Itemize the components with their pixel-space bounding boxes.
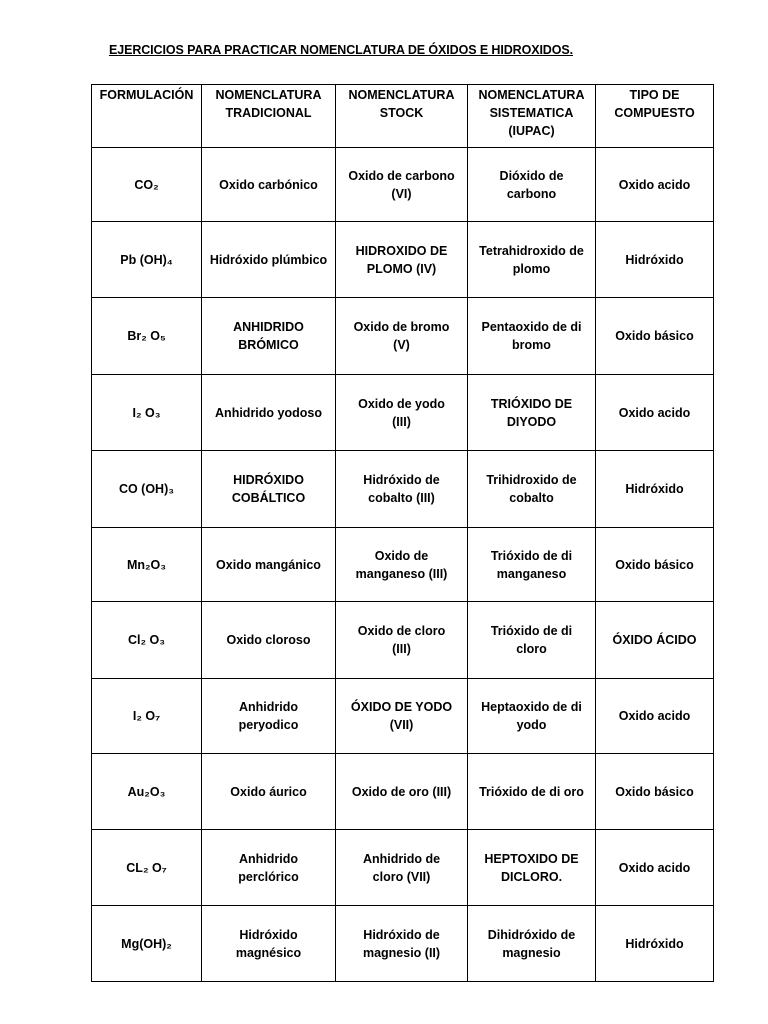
tipo-cell: Oxido básico xyxy=(596,754,714,830)
formula-cell: Pb (OH)₄ xyxy=(92,222,202,298)
nomenclature-table xyxy=(91,84,714,982)
header-row xyxy=(92,85,714,148)
tradicional-cell: Oxido áurico xyxy=(202,754,336,830)
tradicional-cell: ANHIDRIDO BRÓMICO xyxy=(202,298,336,375)
tradicional-cell: Oxido cloroso xyxy=(202,602,336,679)
tipo-cell: Hidróxido xyxy=(596,906,714,982)
stock-cell: Oxido de carbono (VI) xyxy=(336,148,468,222)
table-row xyxy=(92,602,714,679)
header-tradicional: NOMENCLATURA TRADICIONAL xyxy=(202,85,336,148)
tipo-cell: Oxido acido xyxy=(596,375,714,451)
stock-cell: Oxido de oro (III) xyxy=(336,754,468,830)
table-row xyxy=(92,298,714,375)
tipo-cell: Hidróxido xyxy=(596,222,714,298)
formula-cell: CO₂ xyxy=(92,148,202,222)
formula-cell: I₂ O₃ xyxy=(92,375,202,451)
formula-cell: Mg(OH)₂ xyxy=(92,906,202,982)
formula-cell: Mn₂O₃ xyxy=(92,528,202,602)
stock-cell: HIDROXIDO DE PLOMO (IV) xyxy=(336,222,468,298)
tipo-cell: ÓXIDO ÁCIDO xyxy=(596,602,714,679)
formula-cell: Br₂ O₅ xyxy=(92,298,202,375)
sistematica-cell: Dióxido de carbono xyxy=(468,148,596,222)
sistematica-cell: Trihidroxido de cobalto xyxy=(468,451,596,528)
stock-cell: ÓXIDO DE YODO (VII) xyxy=(336,679,468,754)
tradicional-cell: HIDRÓXIDO COBÁLTICO xyxy=(202,451,336,528)
tradicional-cell: Anhidrido perclórico xyxy=(202,830,336,906)
stock-cell: Hidróxido de cobalto (III) xyxy=(336,451,468,528)
sistematica-cell: TRIÓXIDO DE DIYODO xyxy=(468,375,596,451)
tipo-cell: Oxido básico xyxy=(596,298,714,375)
tipo-cell: Oxido acido xyxy=(596,830,714,906)
sistematica-cell: Pentaoxido de di bromo xyxy=(468,298,596,375)
tradicional-cell: Hidróxido magnésico xyxy=(202,906,336,982)
table-row xyxy=(92,222,714,298)
stock-cell: Oxido de bromo (V) xyxy=(336,298,468,375)
table-row xyxy=(92,679,714,754)
sistematica-cell: Tetrahidroxido de plomo xyxy=(468,222,596,298)
header-formulacion: FORMULACIÓN xyxy=(92,85,202,148)
table-row xyxy=(92,754,714,830)
sistematica-cell: HEPTOXIDO DE DICLORO. xyxy=(468,830,596,906)
sistematica-cell: Heptaoxido de di yodo xyxy=(468,679,596,754)
formula-cell: Cl₂ O₃ xyxy=(92,602,202,679)
stock-cell: Oxido de manganeso (III) xyxy=(336,528,468,602)
sistematica-cell: Trióxido de di cloro xyxy=(468,602,596,679)
table-row xyxy=(92,528,714,602)
table-row xyxy=(92,906,714,982)
stock-cell: Anhidrido de cloro (VII) xyxy=(336,830,468,906)
sistematica-cell: Trióxido de di manganeso xyxy=(468,528,596,602)
tipo-cell: Oxido acido xyxy=(596,679,714,754)
tradicional-cell: Anhidrido peryodico xyxy=(202,679,336,754)
page-title: EJERCICIOS PARA PRACTICAR NOMENCLATURA DE ÓXIDOS E HIDROXIDOS. xyxy=(109,43,573,57)
tradicional-cell: Oxido carbónico xyxy=(202,148,336,222)
stock-cell: Oxido de cloro (III) xyxy=(336,602,468,679)
header-sistematica: NOMENCLATURA SISTEMATICA (IUPAC) xyxy=(468,85,596,148)
header-tipo: TIPO DE COMPUESTO xyxy=(596,85,714,148)
header-stock: NOMENCLATURA STOCK xyxy=(336,85,468,148)
stock-cell: Oxido de yodo (III) xyxy=(336,375,468,451)
formula-cell: CL₂ O₇ xyxy=(92,830,202,906)
sistematica-cell: Dihidróxido de magnesio xyxy=(468,906,596,982)
table-row xyxy=(92,451,714,528)
formula-cell: I₂ O₇ xyxy=(92,679,202,754)
formula-cell: Au₂O₃ xyxy=(92,754,202,830)
tipo-cell: Hidróxido xyxy=(596,451,714,528)
stock-cell: Hidróxido de magnesio (II) xyxy=(336,906,468,982)
tipo-cell: Oxido básico xyxy=(596,528,714,602)
sistematica-cell: Trióxido de di oro xyxy=(468,754,596,830)
tipo-cell: Oxido acido xyxy=(596,148,714,222)
table-row xyxy=(92,148,714,222)
tradicional-cell: Oxido mangánico xyxy=(202,528,336,602)
formula-cell: CO (OH)₃ xyxy=(92,451,202,528)
table-row xyxy=(92,375,714,451)
tradicional-cell: Hidróxido plúmbico xyxy=(202,222,336,298)
table-row xyxy=(92,830,714,906)
tradicional-cell: Anhidrido yodoso xyxy=(202,375,336,451)
